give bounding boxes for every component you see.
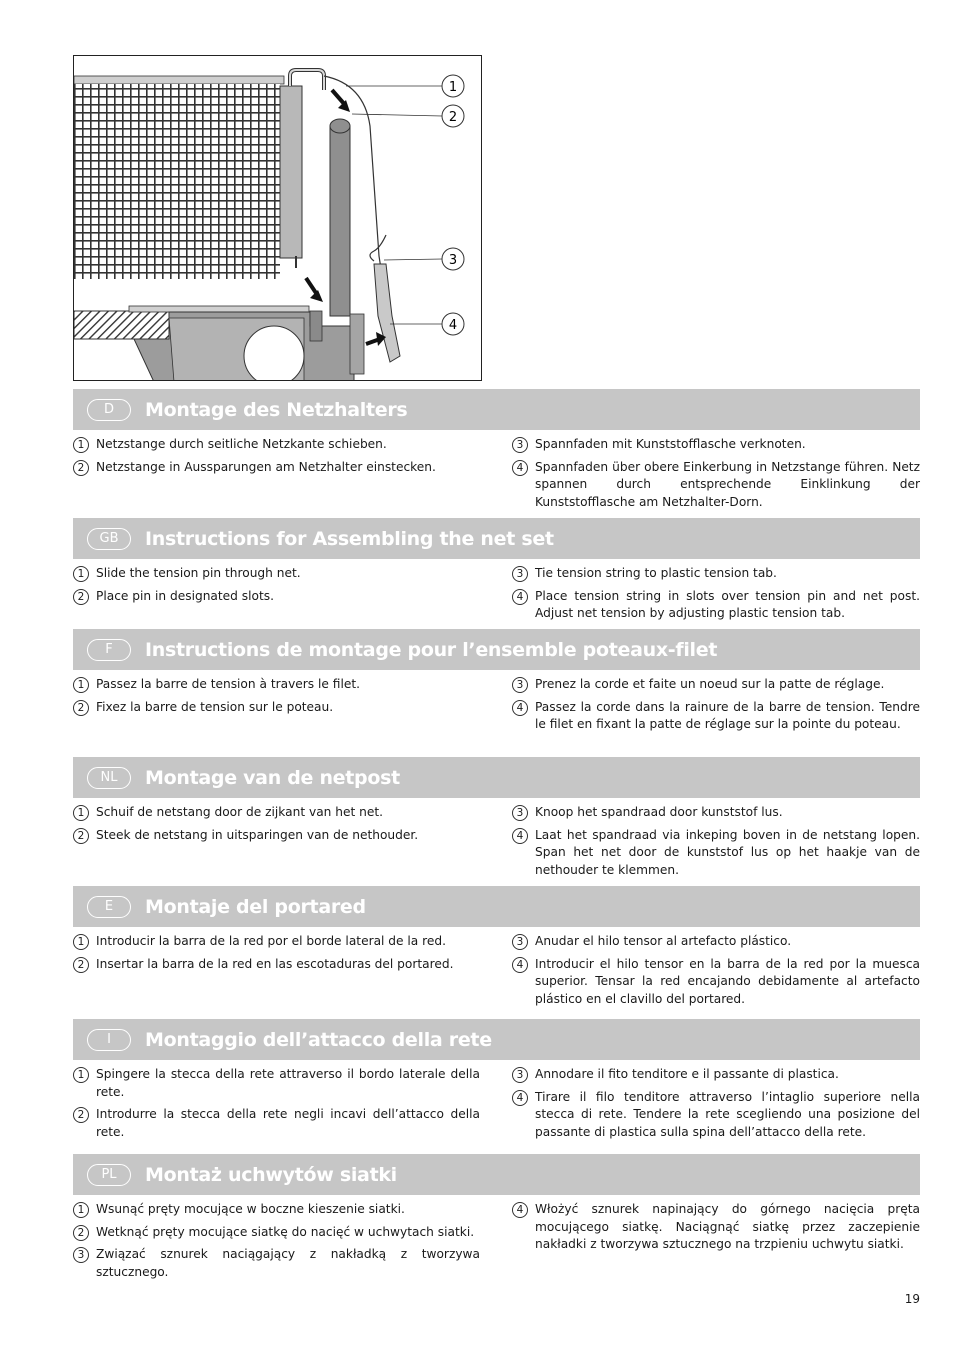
step-text: Place pin in designated slots. [96,588,274,603]
section-header [73,389,920,430]
step-text: Laat het spandraad via inkeping boven in de netstang lopen. Span het net door de kunststof lus op het haakje van de nethouder te klemmen. [535,827,920,877]
step-number: 1 [73,677,89,693]
language-badge: NL [87,767,131,789]
step-item [512,676,920,694]
step-text: Insertar la barra de la red en las escotaduras del portared. [96,956,454,971]
step-text: Tie tension string to plastic tension tab. [535,566,777,580]
svg-text:1: 1 [448,80,458,95]
step-item [512,565,920,583]
step-text: Wsunąć pręty mocujące w boczne kieszenie siatki. [96,1202,405,1216]
step-text: Slide the tension pin through net. [96,566,301,580]
section-gb [73,518,920,628]
step-item [512,1066,920,1084]
language-badge: GB [87,528,131,550]
step-text: Anudar el hilo tensor al artefacto plástico. [535,934,792,948]
step-text: Annodare il fito tenditore e il passante di plastica. [535,1067,839,1081]
step-text: Spannfaden über obere Einkerbung in Netzstange führen. Netz spannen durch entsprechende Einklinkung der Kunststofflasche am Netzhalter-Dorn. [535,459,920,509]
step-number: 3 [512,805,528,821]
step-text: Netzstange durch seitliche Netzkante schieben. [96,437,387,451]
step-number: 2 [73,828,89,844]
net-post-illustration [73,55,482,381]
language-badge: D [87,399,131,421]
section-de [73,389,920,516]
step-number: 4 [512,957,528,973]
step-number: 1 [73,1202,89,1218]
steps-left [73,676,480,739]
svg-text:3: 3 [448,253,458,268]
step-item [73,565,480,583]
net-post-drawing [74,56,482,381]
section-title: Instructions de montage pour l’ensemble poteaux-filet [145,638,718,661]
step-text: Spannfaden mit Kunststofflasche verknoten. [535,437,806,451]
step-number: 4 [512,1202,528,1218]
section-header [73,886,920,927]
step-text: Introdurre la stecca della rete negli incavi dell’attacco della rete. [96,1107,480,1139]
step-item [73,1106,480,1141]
step-text: Introducir la barra de la red por el borde lateral de la red. [96,934,446,948]
step-number: 2 [73,1107,89,1123]
step-number: 3 [73,1247,89,1263]
step-number: 4 [512,460,528,476]
step-text: Związać sznurek naciągający z nakładką z tworzywa sztucznego. [96,1247,480,1279]
language-badge: E [87,896,131,918]
step-number: 2 [73,1225,89,1241]
section-nl [73,757,920,884]
step-number: 3 [512,677,528,693]
svg-text:4: 4 [448,318,458,333]
step-number: 1 [73,566,89,582]
step-number: 1 [73,934,89,950]
language-badge: F [87,639,131,661]
step-text: Tirare il filo tenditore attraverso l’intaglio superiore nella stecca di rete. Tendere la rete scegliendo una posizione del passante di plastica sulla spina dell’attacco della rete. [535,1089,920,1139]
steps-left [73,1201,480,1286]
step-text: Steek de netstang in uitsparingen van de nethouder. [96,827,419,842]
step-item [73,436,480,454]
section-title: Montage van de netpost [145,766,400,789]
step-item [73,459,480,477]
step-number: 4 [512,1090,528,1106]
section-pl [73,1154,920,1286]
step-item [512,459,920,512]
step-item [73,676,480,694]
step-text: Włożyć sznurek napinający do górnego nacięcia pręta mocującego siatkę. Naciągnąć siatkę przez zaczepienie nakładki z tworzywa sztucznego na trzpieniu uchwytu siatki. [535,1202,920,1251]
step-text: Passez la barre de tension à travers le filet. [96,677,360,691]
step-text: Wetknąć pręty mocujące siatkę do nacięć w uchwytach siatki. [96,1224,475,1239]
section-title: Montage des Netzhalters [145,398,408,421]
section-header [73,629,920,670]
step-item [73,1066,480,1101]
step-item [512,933,920,951]
step-text: Place tension string in slots over tension pin and net post. Adjust net tension by adjusting plastic tension tab. [535,588,920,620]
step-text: Introducir el hilo tensor en la barra de la red por la muesca superior. Tensar la red encajando debidamente al artefacto plástico en el clavillo del portared. [535,956,920,1006]
steps-left [73,436,480,516]
section-header [73,1154,920,1195]
step-item [512,588,920,623]
step-text: Prenez la corde et faite un noeud sur la patte de réglage. [535,677,885,691]
section-header [73,1019,920,1060]
step-text: Netzstange in Aussparungen am Netzhalter einstecken. [96,459,436,474]
language-badge: I [87,1029,131,1051]
step-item [73,588,480,606]
steps-left [73,565,480,628]
section-title: Montaggio dell’attacco della rete [145,1028,492,1051]
step-number: 1 [73,805,89,821]
step-number: 1 [73,437,89,453]
step-number: 4 [512,589,528,605]
step-item [73,933,480,951]
callout-3 [442,248,464,270]
step-number: 4 [512,700,528,716]
step-item [512,1201,920,1254]
step-number: 4 [512,828,528,844]
steps-right [512,1201,920,1286]
steps-right [512,1066,920,1146]
step-text: Spingere la stecca della rete attraverso il bordo laterale della rete. [96,1067,480,1099]
step-text: Knoop het spandraad door kunststof lus. [535,805,783,819]
section-header [73,518,920,559]
step-number: 2 [73,589,89,605]
page-number: 19 [904,1292,920,1306]
step-text: Passez la corde dans la rainure de la barre de tension. Tendre le filet en fixant la patte de réglage sur la pointe du poteau. [535,699,920,731]
step-item [512,699,920,734]
step-number: 3 [512,934,528,950]
steps-right [512,565,920,628]
callout-2 [442,105,464,127]
step-item [73,1246,480,1281]
section-es [73,886,920,1013]
step-item [512,956,920,1009]
step-text: Schuif de netstang door de zijkant van het net. [96,805,384,819]
step-number: 2 [73,957,89,973]
language-badge: PL [87,1164,131,1186]
steps-right [512,804,920,884]
step-number: 2 [73,700,89,716]
svg-text:2: 2 [448,110,458,125]
section-title: Montaje del portared [145,895,366,918]
section-fr [73,629,920,739]
steps-right [512,933,920,1013]
step-item [73,827,480,845]
callout-4 [442,313,464,335]
step-number: 2 [73,460,89,476]
step-item [73,956,480,974]
section-it [73,1019,920,1146]
section-title: Instructions for Assembling the net set [145,527,554,550]
callout-1 [442,75,464,97]
step-number: 3 [512,566,528,582]
section-header [73,757,920,798]
steps-left [73,1066,480,1146]
steps-left [73,804,480,884]
steps-right [512,676,920,739]
section-title: Montaż uchwytów siatki [145,1163,397,1186]
step-number: 3 [512,1067,528,1083]
step-item [512,827,920,880]
step-item [73,804,480,822]
step-item [73,1201,480,1219]
step-item [512,804,920,822]
steps-left [73,933,480,1013]
step-item [73,699,480,717]
step-item [73,1224,480,1242]
step-number: 1 [73,1067,89,1083]
steps-right [512,436,920,516]
step-text: Fixez la barre de tension sur le poteau. [96,699,334,714]
step-item [512,1089,920,1142]
step-number: 3 [512,437,528,453]
step-item [512,436,920,454]
